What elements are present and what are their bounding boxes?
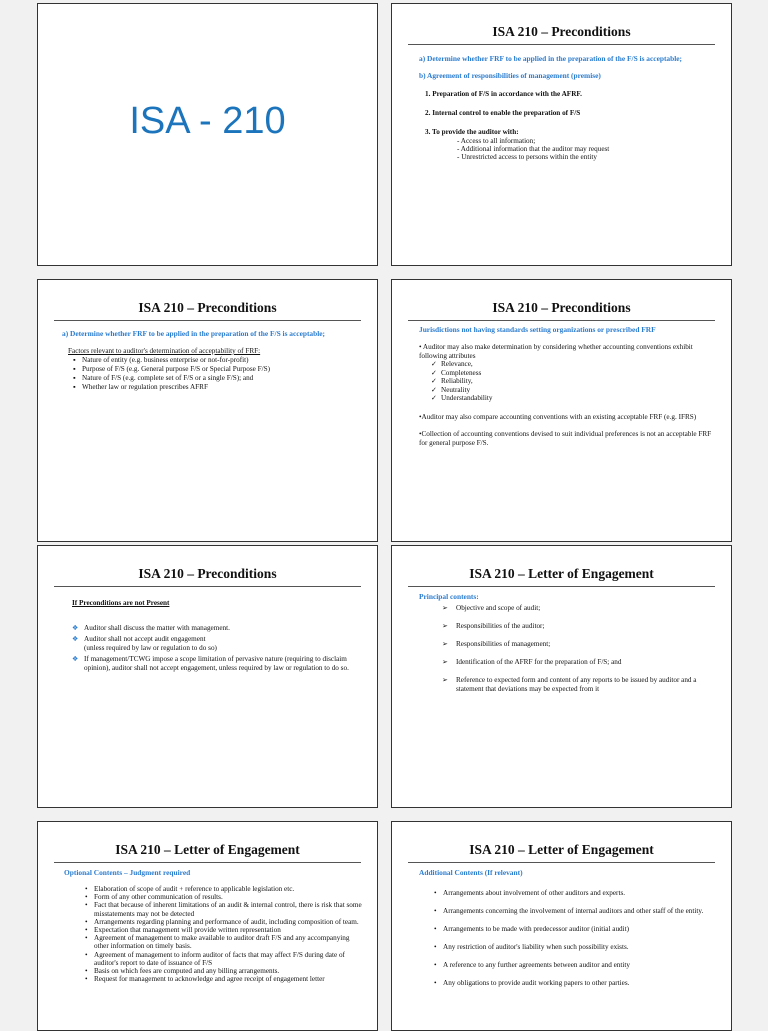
slide-3 <box>37 279 378 542</box>
slide-title: ISA 210 – Preconditions <box>54 280 361 321</box>
slide-title: ISA - 210 <box>129 100 286 142</box>
slide-title: ISA 210 – Letter of Engagement <box>54 822 361 863</box>
section-heading: Optional Contents – Judgment required <box>64 868 191 877</box>
list-item: • Form of any other communication of results. <box>84 893 364 901</box>
list-item: ✓ Neutrality <box>431 386 719 395</box>
point-a: a) Determine whether FRF to be applied in the preparation of the F/S is acceptable; <box>62 329 326 338</box>
factors-heading: Factors relevant to auditor's determination of acceptability of FRF: <box>68 347 261 355</box>
list-item: ▪ Nature of F/S (e.g. complete set of F/S or a single F/S); and <box>72 374 362 383</box>
note: (unless required by law or regulation to do so) <box>84 644 217 652</box>
list-item: ➢ Objective and scope of audit; <box>442 604 714 613</box>
list-item: ➢ Identification of the AFRF for the preparation of F/S; and <box>442 658 714 667</box>
paragraph: • Auditor may also make determination by considering whether accounting conventions exhibit following attributes <box>419 343 693 360</box>
slide-title: ISA 210 – Preconditions <box>408 4 715 45</box>
list-item: • Arrangements about involvement of other auditors and experts. <box>433 889 709 898</box>
slide-title: ISA 210 – Letter of Engagement <box>408 546 715 587</box>
list-item: • Basis on which fees are computed and any billing arrangements. <box>84 967 364 975</box>
section-heading: Jurisdictions not having standards setting organizations or prescribed FRF <box>419 325 656 334</box>
list-item: ▪ Whether law or regulation prescribes AFRF <box>72 383 362 392</box>
list-item: ✓ Understandability <box>431 394 719 403</box>
list-item: • Fact that because of inherent limitations of an audit & internal control, there is risk that some misstatements may not be detected <box>84 901 364 917</box>
sub-item: - Additional information that the auditor may request <box>457 145 610 153</box>
section-heading: If Preconditions are not Present <box>72 599 170 607</box>
sub-item: - Unrestricted access to persons within the entity <box>457 153 597 161</box>
list-item: • Arrangements concerning the involvement of internal auditors and other staff of the entity. <box>433 907 709 916</box>
slide-5 <box>37 545 378 808</box>
list-item: ✓ Completeness <box>431 369 719 378</box>
list-item: • A reference to any further agreements between auditor and entity <box>433 961 709 970</box>
slide-title: ISA 210 – Preconditions <box>54 546 361 587</box>
slide-4 <box>391 279 732 542</box>
slide-1 <box>37 3 378 266</box>
list-item: • Agreement of management to inform auditor of facts that may affect F/S during date of auditor's report to date of issuance of F/S <box>84 951 364 967</box>
list-item: ➢ Responsibilities of the auditor; <box>442 622 714 631</box>
list-item: • Elaboration of scope of audit + reference to applicable legislation etc. <box>84 885 364 893</box>
list-item: ❖ Auditor shall discuss the matter with management. <box>72 624 364 633</box>
list-item: ✓ Relevance, <box>431 360 719 369</box>
slide-6 <box>391 545 732 808</box>
slide-2 <box>391 3 732 266</box>
list-item: ➢ Responsibilities of management; <box>442 640 714 649</box>
list-item: • Expectation that management will provide written representation <box>84 926 364 934</box>
paragraph: •Collection of accounting conventions devised to suit individual preferences is not an acceptable FRF for general purpose F/S. <box>419 429 712 447</box>
list-item: • Arrangements regarding planning and performance of audit, including composition of team. <box>84 918 364 926</box>
list-item: 3. To provide the auditor with: <box>425 128 519 136</box>
list-item: ➢ Reference to expected form and content of any reports to be issued by auditor and a statement that deviations may be expected from it <box>442 676 714 694</box>
list-item: • Agreement of management to make available to auditor draft F/S and any accompanying other information on timely basis. <box>84 934 364 950</box>
list-item: ▪ Nature of entity (e.g. business enterprise or not-for-profit) <box>72 356 362 365</box>
point-b: b) Agreement of responsibilities of management (premise) <box>419 71 601 80</box>
slide-8 <box>391 821 732 1031</box>
list-item: • Request for management to acknowledge and agree receipt of engagement letter <box>84 975 364 983</box>
slide-title: ISA 210 – Letter of Engagement <box>408 822 715 863</box>
list-item: • Arrangements to be made with predecessor auditor (initial audit) <box>433 925 709 934</box>
slide-7 <box>37 821 378 1031</box>
slide-title: ISA 210 – Preconditions <box>408 280 715 321</box>
paragraph: •Auditor may also compare accounting conventions with an existing acceptable FRF (e.g. IFRS) <box>419 412 697 421</box>
list-item: ✓ Reliability, <box>431 377 719 386</box>
list-item: • Any obligations to provide audit working papers to other parties. <box>433 979 709 988</box>
list-item: ❖ If management/TCWG impose a scope limitation of pervasive nature (requiring to disclaim opinion), auditor shall not accept engagement, unless required by law or regulation to do so. <box>72 655 364 673</box>
list-item: ▪ Purpose of F/S (e.g. General purpose F/S or Special Purpose F/S) <box>72 365 362 374</box>
sub-item: - Access to all information; <box>457 137 536 145</box>
section-heading: Additional Contents (If relevant) <box>419 868 523 877</box>
list-item: 2. Internal control to enable the preparation of F/S <box>425 109 581 117</box>
point-a: a) Determine whether FRF to be applied in the preparation of the F/S is acceptable; <box>419 54 683 63</box>
section-heading: Principal contents: <box>419 592 479 601</box>
list-item: ❖ Auditor shall not accept audit engagement <box>72 635 364 644</box>
list-item: 1. Preparation of F/S in accordance with the AFRF. <box>425 90 582 98</box>
list-item: • Any restriction of auditor's liability when such possibility exists. <box>433 943 709 952</box>
